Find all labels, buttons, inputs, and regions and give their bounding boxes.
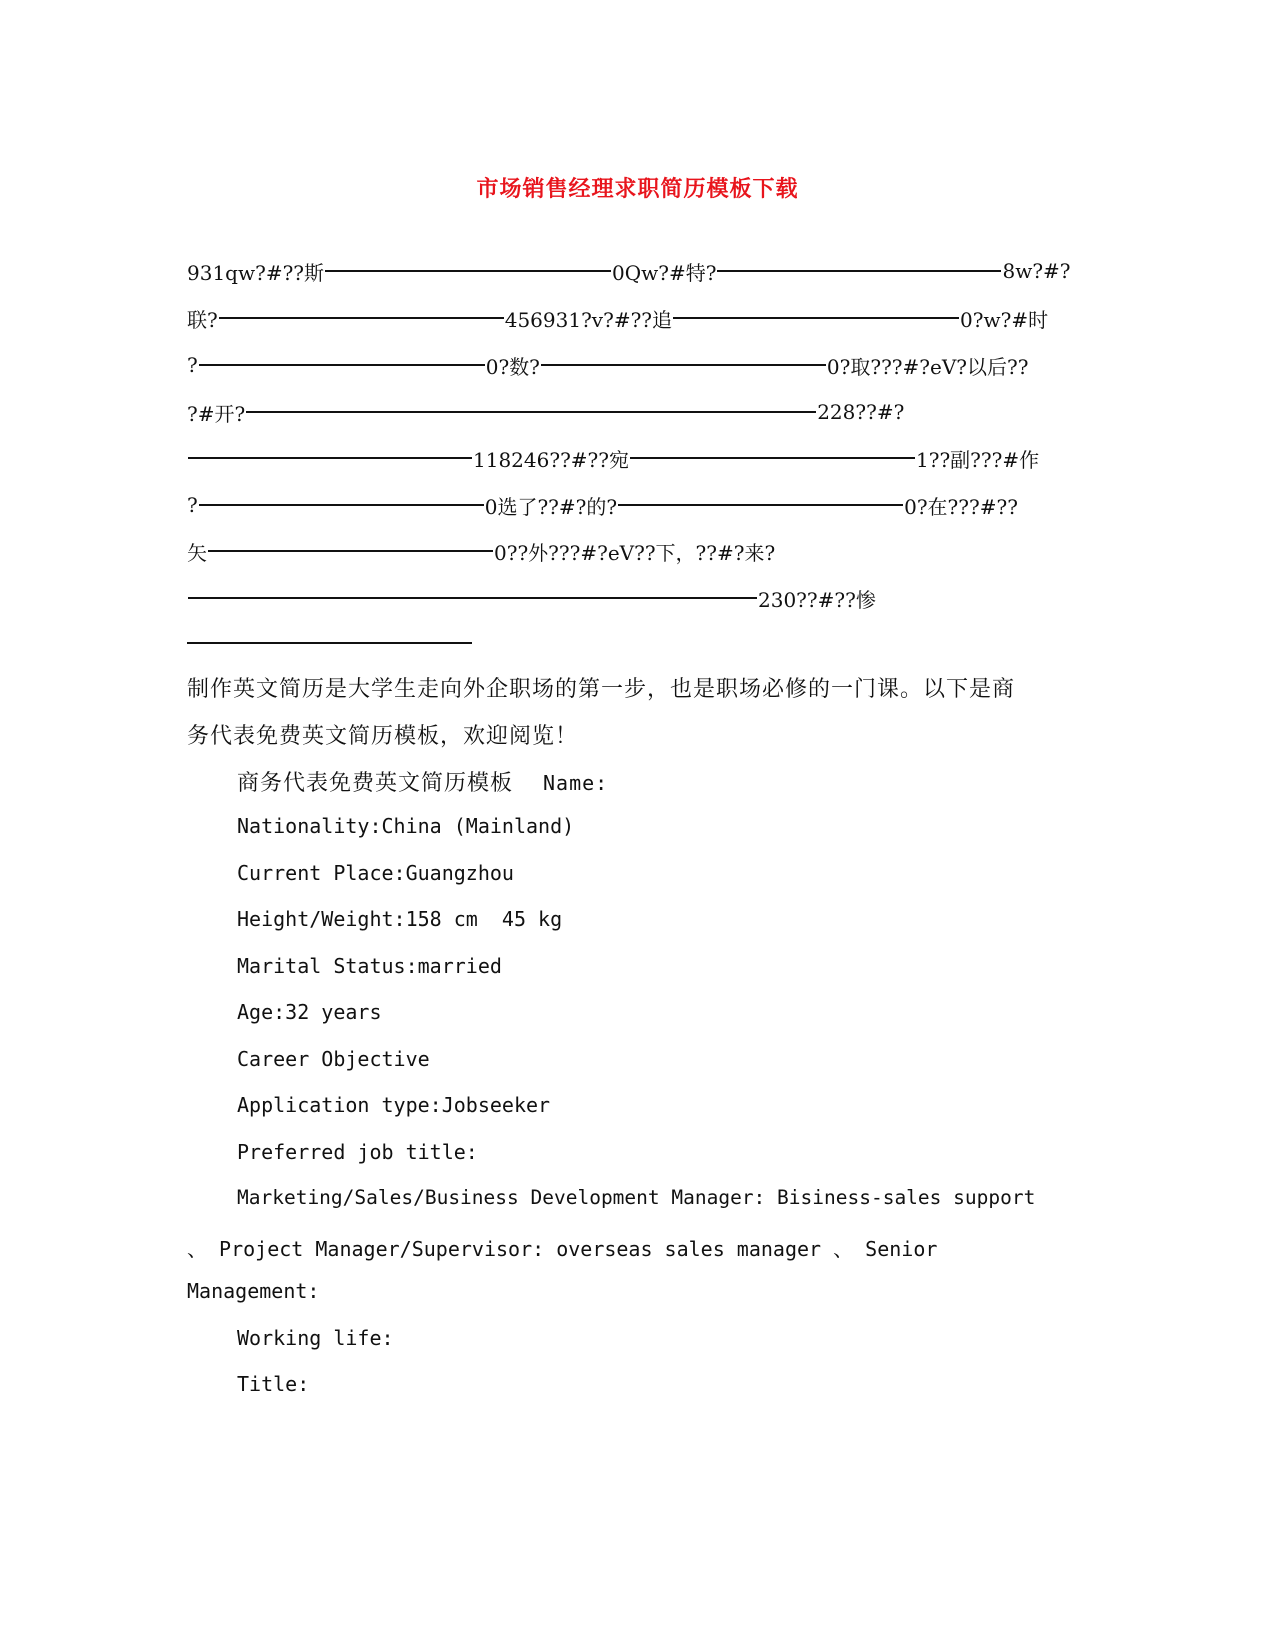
field-height-weight: Height/Weight:158 cm 45 kg bbox=[237, 907, 563, 931]
field-title: Title: bbox=[237, 1372, 310, 1396]
underline bbox=[208, 550, 493, 552]
field-working-life: Working life: bbox=[237, 1326, 394, 1350]
field-preferred-job-title: Preferred job title: bbox=[237, 1140, 478, 1164]
underline bbox=[219, 317, 504, 319]
garbled-text: 118246??#??宛 bbox=[473, 447, 629, 472]
intro-line-1: 制作英文简历是大学生走向外企职场的第一步，也是职场必修的一门课。以下是商 bbox=[187, 677, 1016, 702]
underline bbox=[673, 317, 959, 319]
field-career-objective: Career Objective bbox=[237, 1047, 430, 1071]
intro-line-2: 务代表免费英文简历模板，欢迎阅览！ bbox=[187, 724, 579, 749]
garbled-text: 931qw?#??斯 bbox=[187, 260, 325, 285]
garbled-text: 0?取???#?eV?以后?? bbox=[826, 354, 1029, 379]
field-age: Age:32 years bbox=[237, 1000, 382, 1024]
garbled-line-2 bbox=[187, 303, 1087, 333]
field-marketing-line: Marketing/Sales/Business Development Manager: Bisiness-sales support bbox=[237, 1186, 1036, 1209]
garbled-text: 联? bbox=[187, 307, 218, 332]
heading-cn: 商务代表免费英文简历模板 bbox=[237, 771, 514, 796]
garbled-line-6 bbox=[187, 490, 1087, 520]
resume-heading bbox=[237, 766, 1137, 797]
garbled-line-7 bbox=[187, 536, 1087, 566]
garbled-line-8 bbox=[187, 583, 1087, 613]
underline bbox=[541, 364, 826, 366]
garbled-text: ? bbox=[187, 493, 198, 517]
document-title: 市场销售经理求职简历模板下载 bbox=[476, 176, 799, 202]
garbled-text: 8w?#? bbox=[1002, 259, 1071, 283]
garbled-text: 456931?v?#??追 bbox=[504, 307, 673, 332]
garbled-text: 0?在???#?? bbox=[904, 494, 1018, 519]
underline bbox=[187, 642, 472, 644]
garbled-text: 0Qw?#特? bbox=[612, 260, 717, 285]
field-marital-status: Marital Status:married bbox=[237, 954, 502, 978]
underline bbox=[630, 457, 915, 459]
garbled-text: 矢 bbox=[187, 540, 207, 565]
garbled-text: 0??外???#?eV??下，??#?来? bbox=[494, 540, 776, 565]
underline bbox=[188, 457, 472, 459]
garbled-text: 0?数? bbox=[485, 354, 540, 379]
underline bbox=[188, 597, 757, 599]
garbled-line-3 bbox=[187, 350, 1087, 380]
field-application-type: Application type:Jobseeker bbox=[237, 1093, 551, 1117]
garbled-text: ?#开? bbox=[187, 401, 246, 426]
underline bbox=[618, 504, 903, 506]
garbled-line-1 bbox=[187, 256, 1087, 286]
garbled-line-5 bbox=[187, 443, 1087, 473]
garbled-text: 1??副???#作 bbox=[916, 447, 1040, 472]
garbled-line-4 bbox=[187, 397, 1087, 427]
garbled-text: 228??#? bbox=[817, 400, 905, 424]
underline bbox=[717, 270, 1001, 272]
garbled-text: 0?w?#时 bbox=[960, 307, 1049, 332]
name-label: Name: bbox=[543, 771, 609, 795]
garbled-text: ? bbox=[187, 353, 198, 377]
underline bbox=[199, 504, 484, 506]
garbled-text: 230??#??惨 bbox=[758, 587, 876, 612]
field-wrap-line-1: 、 Project Manager/Supervisor: overseas sales manager 、 Senior bbox=[187, 1237, 938, 1261]
field-current-place: Current Place:Guangzhou bbox=[237, 861, 514, 885]
underline bbox=[246, 411, 816, 413]
underline bbox=[325, 270, 611, 272]
field-nationality: Nationality:China (Mainland) bbox=[237, 814, 575, 838]
field-wrap-line-2: Management: bbox=[187, 1279, 320, 1303]
underline bbox=[199, 364, 485, 366]
garbled-text: 0选了??#?的? bbox=[484, 494, 618, 519]
